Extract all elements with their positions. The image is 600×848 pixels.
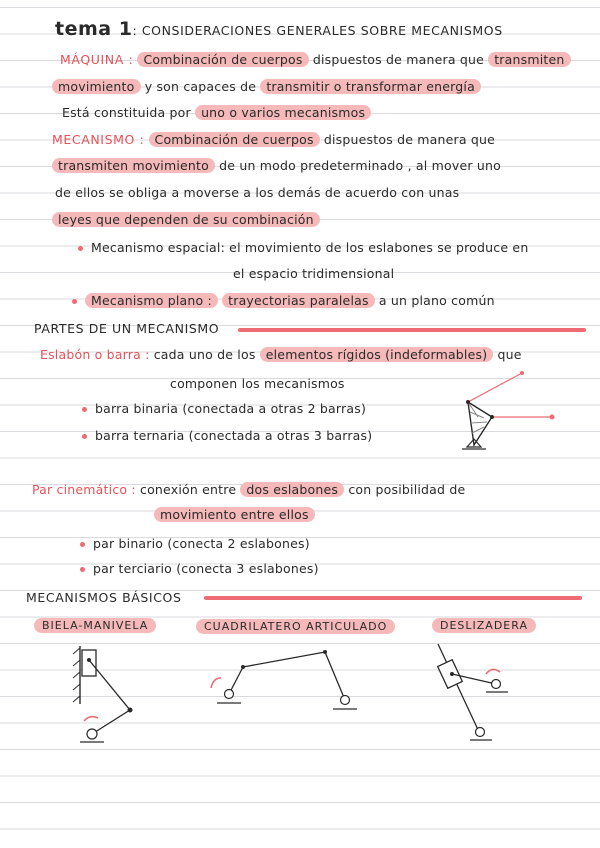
- maquina-line-3: Está constituida por uno o varios mecanismos: [62, 105, 371, 120]
- ternary-link-body: [468, 402, 492, 445]
- connecting-rod: [89, 660, 130, 710]
- joint-icon: [550, 415, 555, 420]
- link-arm: [468, 373, 522, 402]
- eslabon-line-1: Eslabón o barra : cada uno de los elementos rígidos (indeformables) que: [40, 347, 522, 362]
- hatch-line: [73, 696, 80, 702]
- maquina-line-1: MÁQUINA : Combinación de cuerpos dispuestos de manera que transmiten: [60, 52, 571, 67]
- hatch-line: [73, 648, 80, 654]
- pivot-icon: [341, 696, 350, 705]
- bullet-icon: [80, 567, 85, 572]
- joint-icon: [323, 650, 327, 654]
- cuadrilatero-diagram: [205, 640, 365, 715]
- joint-icon: [520, 371, 524, 375]
- guide-rod: [438, 644, 480, 734]
- barra-ternaria: barra ternaria (conectada a otras 3 barras): [82, 428, 372, 443]
- par-binario: par binario (conecta 2 eslabones): [80, 536, 310, 551]
- rotation-arrow-icon: [486, 669, 500, 674]
- section-rule: [238, 328, 586, 332]
- mecanismo-plano: Mecanismo plano : trayectorias paralelas a un plano común: [72, 293, 495, 308]
- ternary-link-diagram: [440, 365, 570, 460]
- hatch-line: [73, 660, 80, 666]
- pivot-icon: [476, 728, 485, 737]
- section-rule: [204, 596, 582, 600]
- bullet-icon: [78, 246, 83, 251]
- joint-icon: [466, 400, 470, 404]
- bullet-icon: [82, 407, 87, 412]
- maquina-line-2: movimiento y son capaces de transmitir o transformar energía: [52, 79, 481, 94]
- biela-manivela-diagram: [60, 640, 150, 750]
- mecanismo-line-2: transmiten movimiento de un modo predeterminado , al mover uno: [52, 158, 501, 173]
- pivot-icon: [492, 680, 501, 689]
- barra-binaria: barra binaria (conectada a otras 2 barras): [82, 401, 366, 416]
- par-line-1: Par cinemático : conexión entre dos eslabones con posibilidad de: [32, 482, 466, 497]
- pivot-icon: [87, 729, 97, 739]
- hatch-line: [470, 412, 484, 418]
- mecanismo-espacial: Mecanismo espacial: el movimiento de los eslabones se produce en: [78, 240, 528, 255]
- rocker-link: [325, 652, 345, 700]
- crank-link: [92, 710, 130, 734]
- eslabon-line-2: componen los mecanismos: [170, 376, 345, 391]
- tag-cuadrilatero: CUADRILATERO ARTICULADO: [196, 619, 395, 634]
- tag-biela-manivela: BIELA-MANIVELA: [34, 618, 156, 633]
- mecanismo-line-1: MECANISMO : Combinación de cuerpos dispuestos de manera que: [52, 132, 496, 147]
- bullet-icon: [82, 434, 87, 439]
- par-line-2: movimiento entre ellos: [154, 507, 315, 522]
- rotation-arrow-icon: [84, 717, 98, 721]
- tag-deslizadera: DESLIZADERA: [432, 618, 536, 633]
- bullet-icon: [72, 299, 77, 304]
- basicos-heading: MECANISMOS BÁSICOS: [26, 590, 182, 605]
- partes-heading: PARTES DE UN MECANISMO: [34, 321, 220, 336]
- hatch-line: [73, 684, 80, 690]
- joint-icon: [128, 708, 133, 713]
- hatch-line: [73, 672, 80, 678]
- page-title: tema 1: CONSIDERACIONES GENERALES SOBRE MECANISMOS: [55, 18, 503, 40]
- mecanismo-espacial-cont: el espacio tridimensional: [233, 266, 395, 281]
- bullet-icon: [80, 542, 85, 547]
- slider-block: [82, 650, 96, 676]
- hatch-line: [471, 422, 487, 423]
- par-terciario: par terciario (conecta 3 eslabones): [80, 561, 319, 576]
- coupler-link: [243, 652, 325, 667]
- mecanismo-line-4: leyes que dependen de su combinación: [52, 212, 320, 227]
- rotation-arrow-icon: [211, 678, 221, 688]
- deslizadera-diagram: [430, 640, 520, 750]
- joint-icon: [490, 415, 494, 419]
- joint-icon: [241, 665, 245, 669]
- mecanismo-line-3: de ellos se obliga a moverse a los demás de acuerdo con unas: [55, 185, 460, 200]
- pivot-icon: [225, 690, 234, 699]
